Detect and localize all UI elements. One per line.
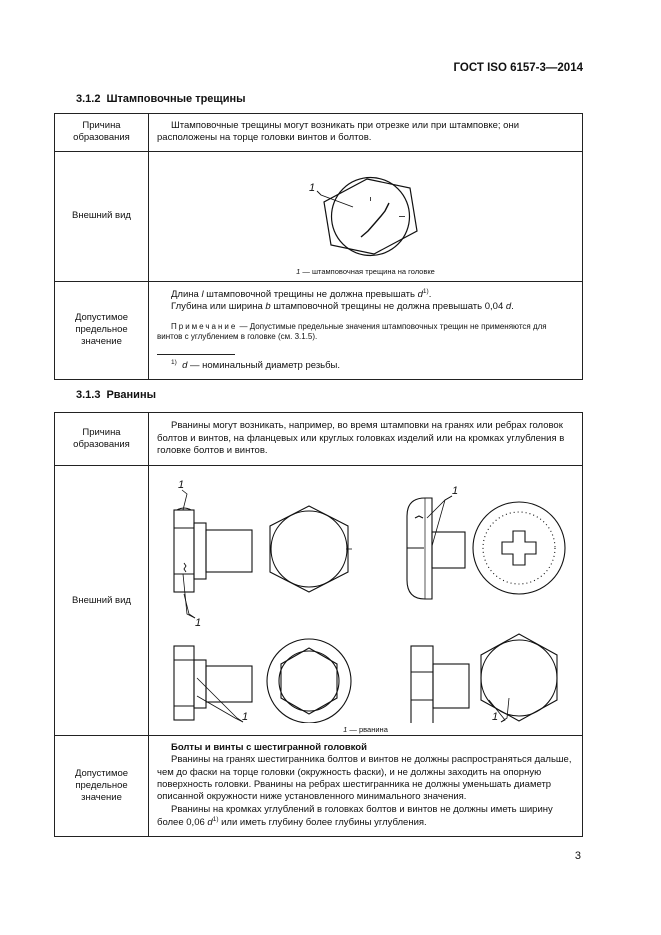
- row-cause: [55, 114, 583, 152]
- caption-number: 1: [343, 724, 348, 734]
- tears-drawings: [149, 468, 584, 723]
- figure-caption: [149, 725, 582, 734]
- section-title: Рванины: [106, 389, 156, 401]
- section-number: 3.1.2: [76, 93, 101, 105]
- callout-number: 1: [452, 484, 459, 497]
- section-heading-tears: [76, 389, 156, 401]
- figure-caption: [149, 267, 582, 276]
- appearance-figure-cell: [149, 151, 583, 281]
- cause-label: Причина образования: [55, 413, 149, 466]
- hex-head-crack-drawing: [149, 157, 584, 265]
- note-word: Примечание: [171, 321, 238, 331]
- callout-number: 1: [195, 616, 202, 629]
- flange-bolt-side-view: [174, 508, 252, 592]
- cross-recess-end-view: [473, 502, 565, 594]
- callout-leader: [501, 698, 509, 722]
- hex-flange-end-view: [267, 639, 351, 723]
- limit-paragraph-1: Рванины на гранях шестигранника болтов и винтов не должны распространяться дальше, чем до фаски на торце головки (окружность фаски), и не должны заходить на опорную поверхность головки. Рванины на ребрах шестигранника не должны уменьшать диаметр описанной окружности ниже установленного минимального значения.: [157, 754, 572, 803]
- appearance-figure-cell: [149, 466, 583, 736]
- callout-number: 1: [178, 478, 185, 491]
- cause-text: [149, 413, 583, 466]
- page-number: 3: [574, 850, 581, 862]
- note-text: — Допустимые предельные значения штамповочных трещин не применяются для винтов с углублением в головке (см. 3.1.5).: [157, 321, 547, 341]
- footnote-rule: [157, 354, 235, 355]
- limit-line-length: Длина l штамповочной трещины не должна превышать $d^{1)}$.: [171, 287, 432, 300]
- cause-label: Причина образования: [55, 114, 149, 152]
- callout-leader: [427, 496, 452, 518]
- flange-bolt-side-view-2: [174, 646, 252, 720]
- cause-paragraph: Штамповочные трещины могут возникать при отрезке или при штамповке; они расположены на торце головки винтов и болтов.: [157, 120, 520, 144]
- callout-number: 1: [492, 710, 499, 723]
- chamfer-circle: [332, 177, 410, 255]
- hex-end-view: [270, 506, 352, 592]
- row-appearance: [55, 151, 583, 281]
- table-tears: [54, 412, 583, 837]
- hex-end-view-2: [481, 634, 557, 721]
- limit-paragraph-2: Рванины на кромках углублений в головках болтов и винтов не должны иметь ширину более 0,06 $d^{1)}$ или иметь глубину более глубины углубления.: [157, 803, 553, 829]
- round-head-screw-side-view: [407, 498, 465, 599]
- row-cause: [55, 413, 583, 466]
- row-appearance: [55, 466, 583, 736]
- callout-leader: [183, 574, 195, 618]
- table-stamping-cracks: [54, 113, 583, 380]
- footnote: $^{1)}$ d — номинальный диаметр резьбы.: [171, 359, 341, 372]
- cause-paragraph: Рванины могут возникать, например, во время штамповки на гранях или ребрах головок болтов и винтов, на фланцевых или круглых головках изделий или на кромках углубления в головке болтов и винтов.: [157, 420, 565, 457]
- caption-number: 1: [296, 266, 301, 276]
- caption-text: — штамповочная трещина на головке: [302, 266, 435, 276]
- limit-label: Допустимое предельное значение: [55, 736, 149, 837]
- row-limit: [55, 736, 583, 837]
- cause-text: [149, 114, 583, 152]
- section-heading-stamping-cracks: [76, 93, 246, 105]
- callout-leader: [182, 490, 187, 510]
- page-header-code: ГОСТ ISO 6157-3—2014: [453, 62, 583, 74]
- limit-line-depth: Глубина или ширина b штамповочной трещины не должна превышать 0,04 d.: [171, 301, 514, 313]
- limit-heading: Болты и винты с шестигранной головкой: [171, 742, 367, 753]
- limit-text: [149, 736, 583, 837]
- callout-leader: [197, 696, 243, 722]
- callout-number: 1: [309, 181, 316, 194]
- limit-note: [157, 322, 572, 343]
- section-number: 3.1.3: [76, 389, 101, 401]
- limit-label: Допустимое предельное значение: [55, 281, 149, 379]
- appearance-label: Внешний вид: [55, 466, 149, 736]
- section-title: Штамповочные трещины: [106, 93, 246, 105]
- hex-bolt-side-view: [411, 646, 469, 723]
- limit-text: [149, 281, 583, 379]
- row-limit: [55, 281, 583, 379]
- callout-number: 1: [242, 710, 249, 723]
- appearance-label: Внешний вид: [55, 151, 149, 281]
- crack-line: [361, 203, 389, 237]
- caption-text: — рванина: [349, 724, 388, 734]
